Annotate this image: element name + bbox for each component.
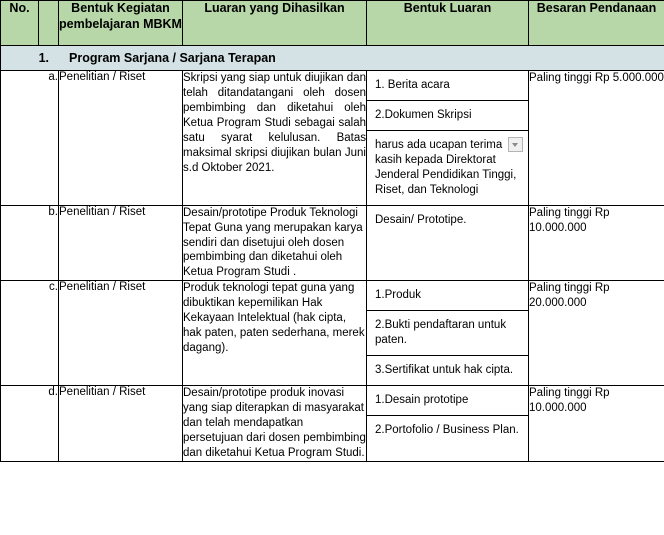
header-bentuk-kegiatan: Bentuk Kegiatan pembelajaran MBKM <box>59 1 183 46</box>
bentuk-luaran-sublist <box>367 281 528 385</box>
row-besaran-pendanaan: Paling tinggi Rp 5.000.000 <box>529 71 664 206</box>
row-luaran-dihasilkan: Desain/prototipe Produk Teknologi Tepat Guna yang merupakan karya sendiri dan disetujui oleh dosen pembimbing dan diketahui oleh Ketua Program Studi . <box>183 205 367 281</box>
bentuk-luaran-item <box>367 416 528 445</box>
row-luaran-dihasilkan: Skripsi yang siap untuk diujikan dan telah ditandatangani oleh dosen pembimbing dan diketahui oleh Ketua Program Studi sebagai salah satu syarat kelulusan. Batas maksimal skripsi diujikan bulan Juni s.d Oktober 2021. <box>183 71 367 206</box>
row-letter: c. <box>1 281 59 386</box>
bentuk-luaran-note-cell <box>367 130 528 204</box>
row-bentuk-luaran <box>367 71 529 206</box>
bentuk-luaran-item <box>367 206 528 235</box>
header-luaran-yang-dihasilkan: Luaran yang Dihasilkan <box>183 1 367 46</box>
row-bentuk-kegiatan: Penelitian / Riset <box>59 281 183 386</box>
bentuk-luaran-text: 1.Desain prototipe <box>367 386 528 415</box>
bentuk-luaran-text: 2.Bukti pendaftaran untuk paten. <box>367 311 528 356</box>
bentuk-luaran-sublist <box>367 206 528 235</box>
bentuk-luaran-text: 1. Berita acara <box>367 71 528 100</box>
bentuk-luaran-text: harus ada ucapan terima kasih kepada Direktorat Jenderal Pendidikan Tinggi, Riset, dan Teknologi <box>375 138 517 196</box>
bentuk-luaran-item <box>367 71 528 100</box>
table-header-row <box>1 1 664 46</box>
table-row <box>1 205 664 281</box>
table-row <box>1 71 664 206</box>
row-letter: b. <box>1 205 59 281</box>
bentuk-luaran-text: Desain/ Prototipe. <box>375 213 467 226</box>
header-no: No. <box>1 1 39 46</box>
row-bentuk-kegiatan: Penelitian / Riset <box>59 205 183 281</box>
row-bentuk-kegiatan: Penelitian / Riset <box>59 386 183 462</box>
table-row <box>1 386 664 462</box>
section-row-program-sarjana <box>1 46 664 71</box>
bentuk-luaran-item <box>367 386 528 415</box>
bentuk-luaran-item <box>367 281 528 310</box>
row-besaran-pendanaan: Paling tinggi Rp 20.000.000 <box>529 281 664 386</box>
row-bentuk-kegiatan: Penelitian / Riset <box>59 71 183 206</box>
bentuk-luaran-item <box>367 130 528 204</box>
section-cell <box>1 46 664 71</box>
bentuk-luaran-text: 2.Portofolio / Business Plan. <box>375 424 519 436</box>
row-besaran-pendanaan: Paling tinggi Rp 10.000.000 <box>529 386 664 462</box>
bentuk-luaran-text: 3.Sertifikat untuk hak cipta. <box>375 364 514 377</box>
row-letter: a. <box>1 71 59 206</box>
bentuk-luaran-sublist <box>367 386 528 445</box>
row-besaran-pendanaan: Paling tinggi Rp 10.000.000 <box>529 205 664 281</box>
row-bentuk-luaran <box>367 281 529 386</box>
row-letter: d. <box>1 386 59 462</box>
bentuk-luaran-item <box>367 356 528 385</box>
row-bentuk-luaran <box>367 205 529 281</box>
header-besaran-pendanaan: Besaran Pendanaan <box>529 1 664 46</box>
header-bentuk-luaran: Bentuk Luaran <box>367 1 529 46</box>
bentuk-luaran-item <box>367 100 528 130</box>
bentuk-luaran-sublist <box>367 71 528 205</box>
header-spacer <box>39 1 59 46</box>
section-label: Program Sarjana / Sarjana Terapan <box>69 51 276 65</box>
row-luaran-dihasilkan: Desain/prototipe produk inovasi yang siap diterapkan di masyarakat dan telah mendapatkan persetujuan dari dosen pembimbing dan diketahui Ketua Program Studi. <box>183 386 367 462</box>
chevron-down-icon[interactable] <box>508 137 523 152</box>
bentuk-luaran-text: 1.Produk <box>367 281 528 310</box>
bentuk-luaran-text: 2.Dokumen Skripsi <box>367 100 528 130</box>
row-bentuk-luaran <box>367 386 529 462</box>
section-number: 1. <box>38 51 49 65</box>
table-row <box>1 281 664 386</box>
row-luaran-dihasilkan: Produk teknologi tepat guna yang dibuktikan kepemilikan Hak Kekayaan Intelektual (hak cipta, hak paten, paten sederhana, merek dagang). <box>183 281 367 386</box>
bentuk-luaran-item <box>367 311 528 356</box>
